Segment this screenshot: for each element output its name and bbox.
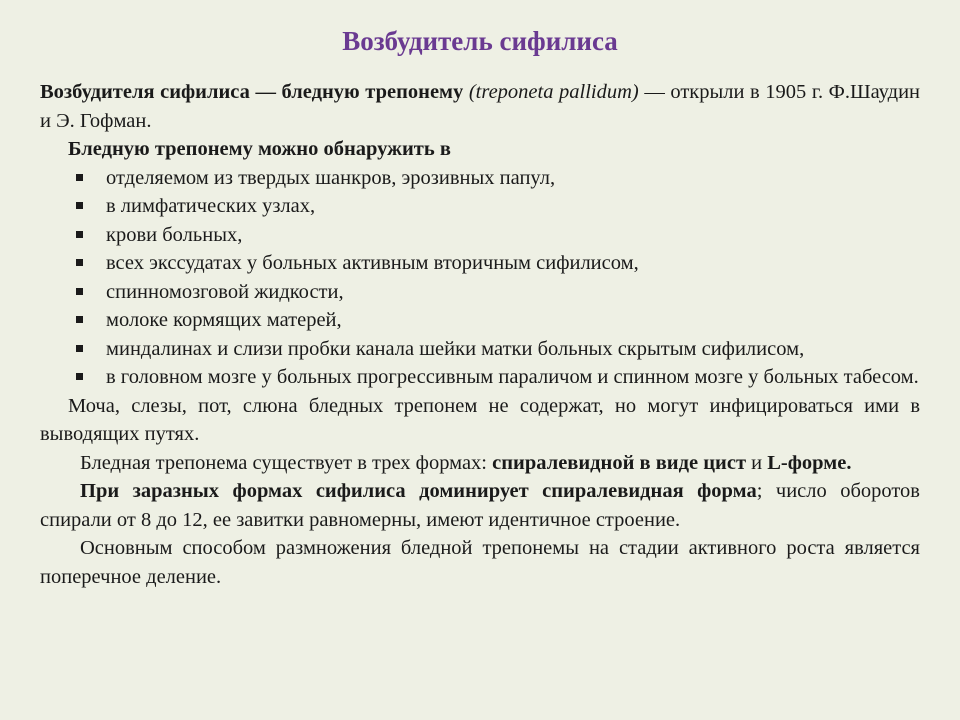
intro-paragraph (40, 78, 920, 135)
dominant-bold: При заразных формах сифилиса доминирует спиралевидная форма (80, 480, 757, 502)
forms-paragraph: Бледная трепонема существует в трех формах: спиралевидной в виде цист и L-форме. (80, 451, 852, 474)
division-paragraph: Основным способом размножения бледной трепонемы на стадии активного роста является поперечное деление. (40, 537, 920, 588)
list-item: спинномозговой жидкости, (40, 278, 920, 307)
square-bullet-icon (76, 259, 83, 266)
square-bullet-icon (76, 231, 83, 238)
square-bullet-icon (76, 202, 83, 209)
list-item: миндалинах и слизи пробки канала шейки матки больных скрытым сифилисом, (40, 335, 920, 364)
list-item: всех экссудатах у больных активным вторичным сифилисом, (40, 249, 920, 278)
detection-lead: Бледную трепонему можно обнаружить в (68, 138, 451, 160)
square-bullet-icon (76, 316, 83, 323)
intro-latin-name: (treponeta pallidum) (468, 81, 639, 103)
square-bullet-icon (76, 345, 83, 352)
fluids-paragraph: Моча, слезы, пот, слюна бледных трепонем не содержат, но могут инфицироваться ими в выводящих путях. (40, 394, 920, 445)
list-item: крови больных, (40, 221, 920, 250)
dominant-form-paragraph: При заразных формах сифилиса доминирует спиралевидная форма; число оборотов спирали от 8 до 12, ее завитки равномерны, имеют идентичное строение. (40, 480, 920, 531)
forms-bold: спиралевидной в виде цист (492, 451, 747, 474)
intro-rest: — открыли в 1905 г. Ф.Шаудин и Э. Гофман. (40, 81, 921, 132)
detection-list (40, 164, 920, 392)
square-bullet-icon (76, 174, 83, 181)
list-item: молоке кормящих матерей, (40, 306, 920, 335)
slide-title: Возбудитель сифилиса (342, 26, 618, 56)
slide-content (40, 78, 920, 591)
square-bullet-icon (76, 288, 83, 295)
forms-bold-lform: L-форме. (767, 451, 852, 474)
list-item: в головном мозге у больных прогрессивным параличом и спинном мозге у больных табесом. (40, 363, 920, 392)
list-item: отделяемом из твердых шанкров, эрозивных папул, (40, 164, 920, 193)
list-item: в лимфатических узлах, (40, 192, 920, 221)
intro-bold: Возбудителя сифилиса — бледную трепонему (40, 81, 464, 103)
square-bullet-icon (76, 373, 83, 380)
